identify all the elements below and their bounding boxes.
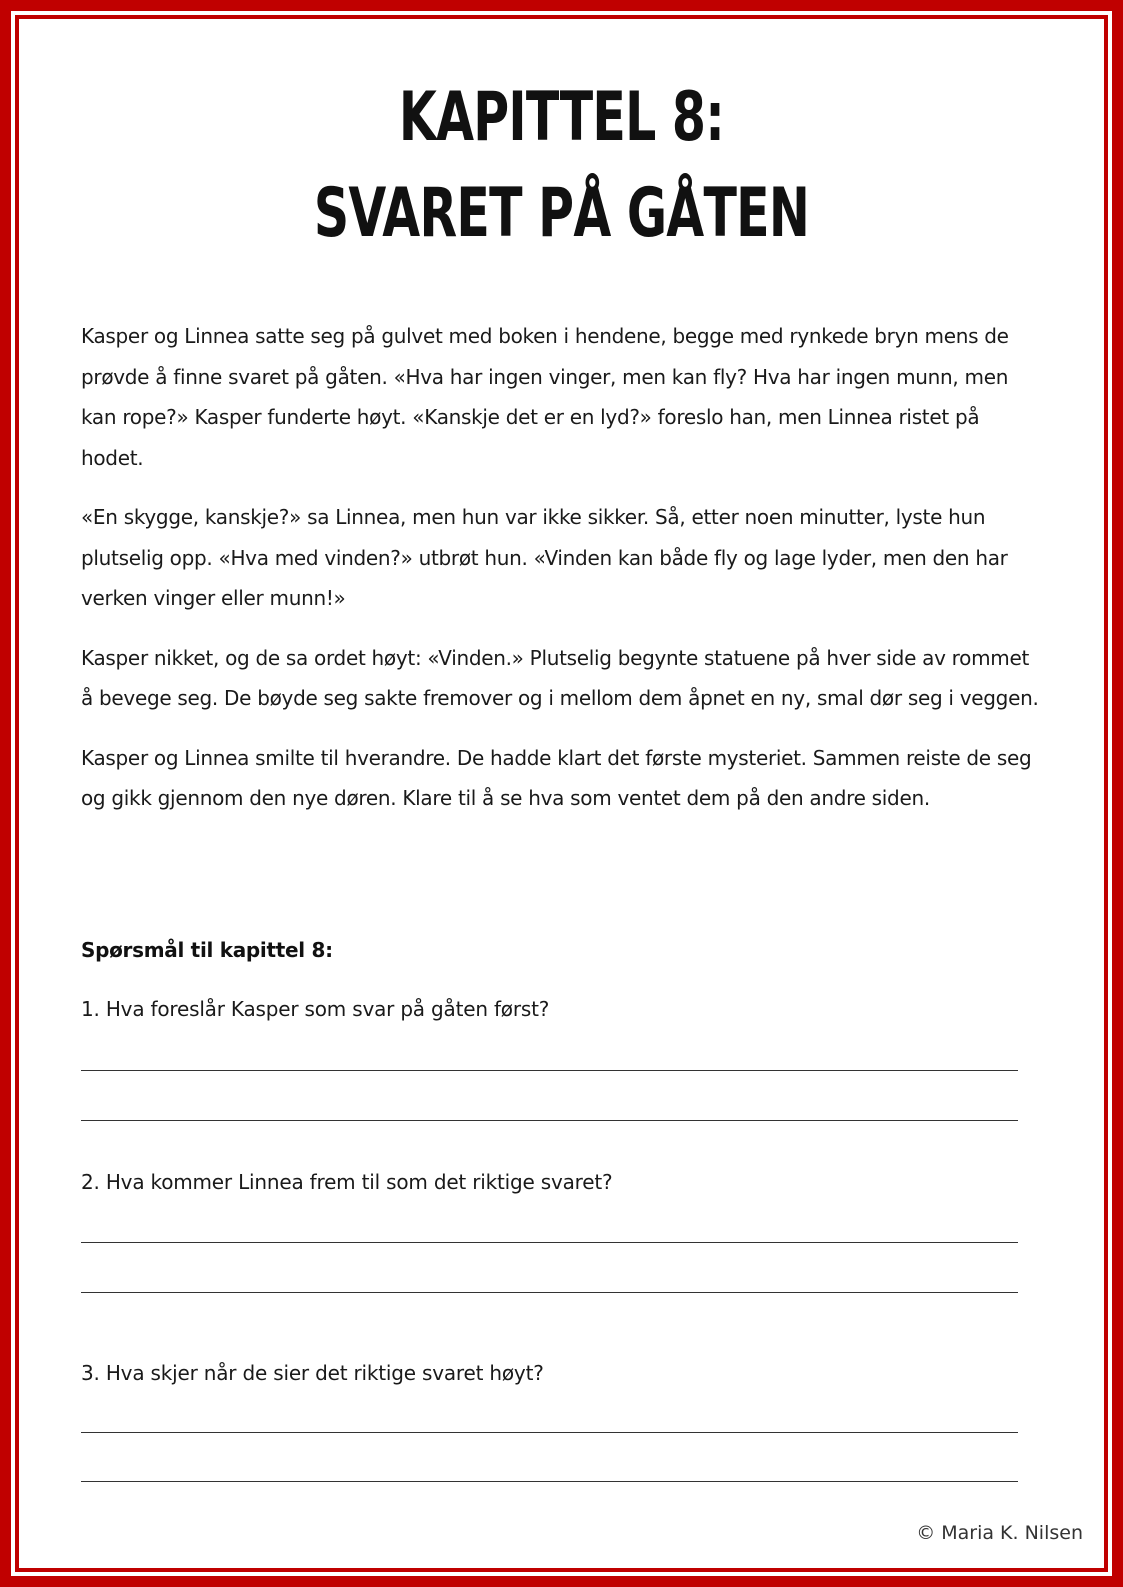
story-text xyxy=(81,316,1041,838)
story-paragraph-1: Kasper og Linnea satte seg på gulvet med boken i hendene, begge med rynkede bryn mens de prøvde å finne svaret på gåten. «Hva har ingen vinger, men kan fly? Hva har ingen munn, men kan rope?» Kasper funderte høyt. «Kanskje det er en lyd?» foreslo han, men Linnea ristet på hodet. xyxy=(81,324,1009,470)
chapter-title-line1: KAPITTEL 8: xyxy=(398,78,725,157)
answer-line-3b xyxy=(81,1481,1018,1482)
story-paragraph-3: Kasper nikket, og de sa ordet høyt: «Vinden.» Plutselig begynte statuene på hver side av rommet å bevege seg. De bøyde seg sakte fremover og i mellom dem åpnet en ny, smal dør seg i veggen. xyxy=(81,645,1039,710)
answer-line-3a xyxy=(81,1432,1018,1433)
question-1: 1. Hva foreslår Kasper som svar på gåten først? xyxy=(81,997,550,1021)
answer-line-2b xyxy=(81,1292,1018,1293)
copyright-notice: © Maria K. Nilsen xyxy=(916,1522,1083,1544)
chapter-title xyxy=(157,70,966,262)
story-paragraph-4: Kasper og Linnea smilte til hverandre. De hadde klart det første mysteriet. Sammen reiste de seg og gikk gjennom den nye døren. Klare til å se hva som ventet dem på den andre siden. xyxy=(81,745,1032,810)
answer-line-1a xyxy=(81,1070,1018,1071)
answer-line-1b xyxy=(81,1120,1018,1121)
questions-heading: Spørsmål til kapittel 8: xyxy=(81,938,333,962)
chapter-title-line2: SVARET PÅ GÅTEN xyxy=(313,174,810,253)
answer-line-2a xyxy=(81,1242,1018,1243)
story-paragraph-2: «En skygge, kanskje?» sa Linnea, men hun var ikke sikker. Så, etter noen minutter, lyste hun plutselig opp. «Hva med vinden?» utbrøt hun. «Vinden kan både fly og lage lyder, men den har verken vinger eller munn!» xyxy=(81,505,1008,610)
question-3: 3. Hva skjer når de sier det riktige svaret høyt? xyxy=(81,1361,544,1385)
question-2: 2. Hva kommer Linnea frem til som det riktige svaret? xyxy=(81,1170,613,1194)
